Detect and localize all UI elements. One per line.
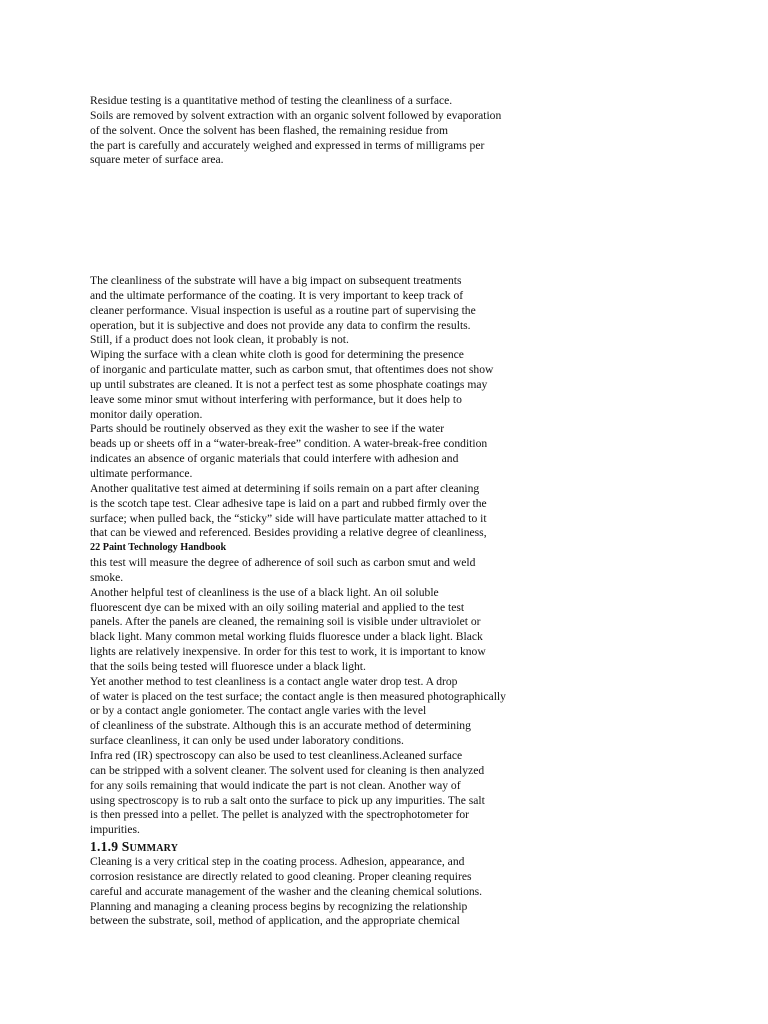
text-line: of cleanliness of the substrate. Although this is an accurate method of determining <box>90 719 471 733</box>
text-line: Yet another method to test cleanliness is a contact angle water drop test. A drop <box>90 674 458 688</box>
text-line: surface cleanliness, it can only be used under laboratory conditions. <box>90 734 404 748</box>
text-line: impurities. <box>90 823 140 837</box>
text-line: indicates an absence of organic materials that could interfere with adhesion and <box>90 452 459 466</box>
text-line: Planning and managing a cleaning process begins by recognizing the relationship <box>90 899 468 913</box>
text-line: of inorganic and particulate matter, such as carbon smut, that oftentimes does not show <box>90 363 494 377</box>
text-line: Wiping the surface with a clean white cloth is good for determining the presence <box>90 348 464 362</box>
text-line: beads up or sheets off in a “water-break-free” condition. A water-break-free condition <box>90 437 488 451</box>
text-line: operation, but it is subjective and does not provide any data to confirm the results. <box>90 318 471 332</box>
main-text-column <box>90 274 560 929</box>
text-line: Another helpful test of cleanliness is the use of a black light. An oil soluble <box>90 585 439 599</box>
text-line: Soils are removed by solvent extraction with an organic solvent followed by evaporation <box>90 108 502 122</box>
text-line: corrosion resistance are directly related to good cleaning. Proper cleaning requires <box>90 869 472 883</box>
text-line: panels. After the panels are cleaned, the remaining soil is visible under ultraviolet or <box>90 615 481 629</box>
text-line: up until substrates are cleaned. It is not a perfect test as some phosphate coatings may <box>90 377 488 391</box>
text-line: monitor daily operation. <box>90 407 203 421</box>
running-page-header: 22 Paint Technology Handbook <box>90 542 227 554</box>
text-line: is then pressed into a pellet. The pellet is analyzed with the spectrophotometer for <box>90 808 470 822</box>
text-line: Residue testing is a quantitative method of testing the cleanliness of a surface. <box>90 94 453 107</box>
text-line: between the substrate, soil, method of application, and the appropriate chemical <box>90 914 460 928</box>
text-line: the part is carefully and accurately weighed and expressed in terms of milligrams per <box>90 138 485 152</box>
text-line: using spectroscopy is to rub a salt onto the surface to pick up any impurities. The salt <box>90 793 485 807</box>
text-line: Another qualitative test aimed at determining if soils remain on a part after cleaning <box>90 481 480 495</box>
text-line: The cleanliness of the substrate will have a big impact on subsequent treatments <box>90 274 462 287</box>
text-line: that the soils being tested will fluoresce under a black light. <box>90 659 366 673</box>
text-line: of the solvent. Once the solvent has been flashed, the remaining residue from <box>90 123 449 137</box>
text-line: ultimate performance. <box>90 466 193 480</box>
text-line: this test will measure the degree of adherence of soil such as carbon smut and weld <box>90 556 476 570</box>
text-line: Cleaning is a very critical step in the coating process. Adhesion, appearance, and <box>90 855 465 869</box>
text-line: and the ultimate performance of the coating. It is very important to keep track of <box>90 288 464 302</box>
text-line: cleaner performance. Visual inspection is useful as a routine part of supervising the <box>90 303 476 317</box>
text-line: that can be viewed and referenced. Besides providing a relative degree of cleanliness, <box>90 526 487 540</box>
text-line: is the scotch tape test. Clear adhesive tape is laid on a part and rubbed firmly over the <box>90 496 487 510</box>
text-line: Still, if a product does not look clean, it probably is not. <box>90 333 349 347</box>
text-line: for any soils remaining that would indicate the part is not clean. Another way of <box>90 778 461 792</box>
text-line: careful and accurate management of the washer and the cleaning chemical solutions. <box>90 884 483 898</box>
text-line: can be stripped with a solvent cleaner. The solvent used for cleaning is then analyzed <box>90 763 485 777</box>
text-line: smoke. <box>90 570 124 584</box>
text-line: leave some minor smut without interfering with performance, but it does help to <box>90 392 462 406</box>
text-line: Infra red (IR) spectroscopy can also be used to test cleanliness.Acleaned surface <box>90 749 463 762</box>
text-line: lights are relatively inexpensive. In order for this test to work, it is important to know <box>90 645 486 659</box>
residue-testing-paragraph <box>90 94 560 168</box>
text-line: black light. Many common metal working fluids fluoresce under a black light. Black <box>90 630 483 644</box>
text-line: surface; when pulled back, the “sticky” side will have particulate matter attached to it <box>90 511 487 525</box>
text-line: fluorescent dye can be mixed with an oily soiling material and applied to the test <box>90 600 465 614</box>
text-line: square meter of surface area. <box>90 153 224 167</box>
section-heading-summary: 1.1.9 Summary <box>90 839 179 855</box>
text-line: or by a contact angle goniometer. The contact angle varies with the level <box>90 704 427 718</box>
text-line: of water is placed on the test surface; the contact angle is then measured photographically <box>90 689 506 703</box>
text-line: Parts should be routinely observed as they exit the washer to see if the water <box>90 422 445 436</box>
